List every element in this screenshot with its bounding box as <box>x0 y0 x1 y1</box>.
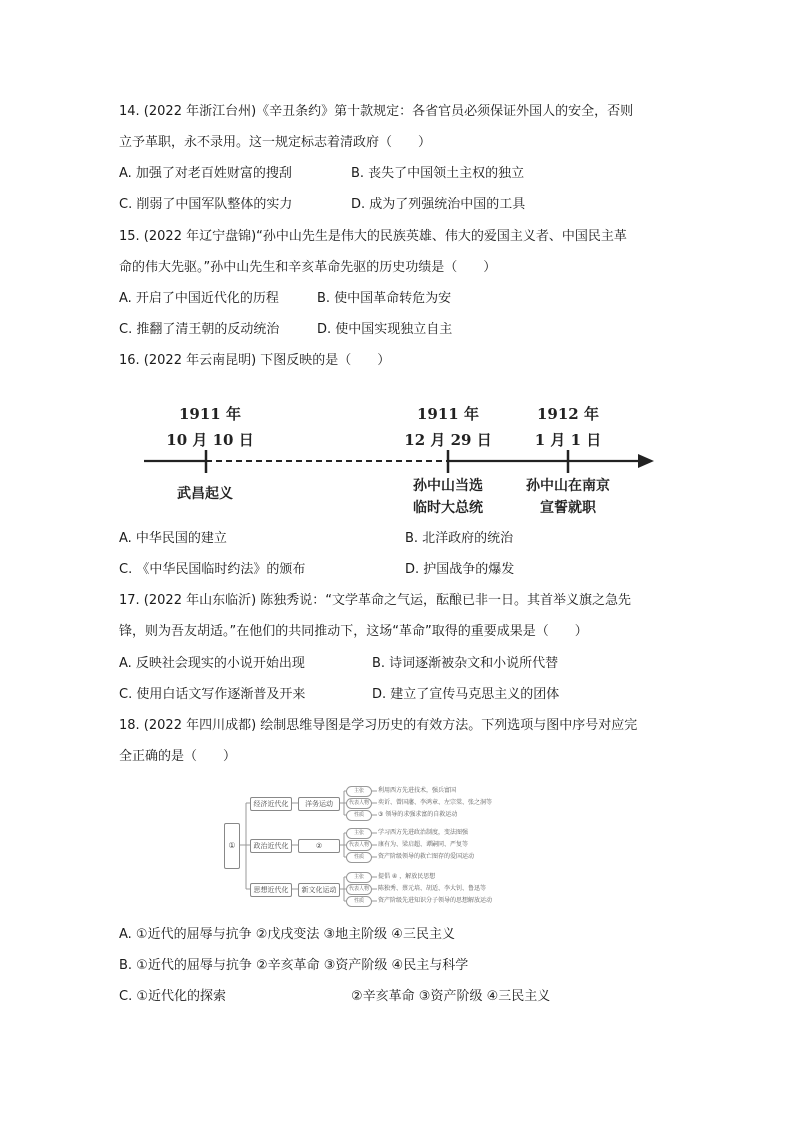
mindmap-tag-people-1: 代表人物 <box>346 798 372 809</box>
q18-stem-line1: 18. (2022 年四川成都) 绘制思维导图是学习历史的有效方法。下列选项与图中序号对应完 <box>119 718 638 733</box>
q17-option-a: A. 反映社会现实的小说开始出现 <box>119 656 305 671</box>
q18-option-c-right: ②辛亥革命 ③资产阶级 ④三民主义 <box>351 989 551 1004</box>
mindmap-text-1-1: 利用西方先进技术，强兵富国 <box>378 787 457 794</box>
q16-option-d: D. 护国战争的爆发 <box>405 562 515 577</box>
mindmap-text-1-3: ③ 领导的求强求富的自救运动 <box>378 811 458 818</box>
mindmap-tag-nature-1: 性质 <box>346 810 372 821</box>
mindmap-text-3-1: 提倡 ④ ，解放民思想 <box>378 873 436 880</box>
mindmap-tag-people-2: 代表人物 <box>346 840 372 851</box>
q15-option-b: B. 使中国革命转危为安 <box>317 291 452 306</box>
mindmap-text-2-2: 康有为、梁启超、谭嗣同、严复等 <box>378 841 469 848</box>
mindmap-sub-westernization: 洋务运动 <box>298 797 340 811</box>
q18-stem-line2: 全正确的是（ ） <box>119 749 237 764</box>
mindmap-tag-main-3: 主张 <box>346 872 372 883</box>
q14-option-a: A. 加强了对老百姓财富的搜刮 <box>119 166 292 181</box>
mindmap-root: ① <box>224 823 240 869</box>
q16-option-b: B. 北洋政府的统治 <box>405 531 514 546</box>
event1-label: 武昌起义 <box>177 486 233 502</box>
mindmap-sub-blank-2: ② <box>298 839 340 853</box>
q17-option-d: D. 建立了宣传马克思主义的团体 <box>372 687 560 702</box>
mindmap-tag-nature-2: 性质 <box>346 852 372 863</box>
event3-label-line1: 孙中山在南京 <box>526 478 610 494</box>
mindmap-text-1-2: 奕䜣、曾国藩、李鸿章、左宗棠、张之洞等 <box>378 799 493 806</box>
q14-option-c: C. 削弱了中国军队整体的实力 <box>119 197 293 212</box>
event3-label-line2: 宣誓就职 <box>540 500 596 516</box>
q15-option-a: A. 开启了中国近代化的历程 <box>119 291 279 306</box>
mindmap-text-3-2: 陈独秀、蔡元培、胡适、李大钊、鲁迅等 <box>378 885 487 892</box>
q16-option-a: A. 中华民国的建立 <box>119 531 227 546</box>
mindmap-branch-political: 政治近代化 <box>250 839 292 853</box>
q15-stem-line2: 命的伟大先驱。”孙中山先生和辛亥革命先驱的历史功绩是（ ） <box>119 260 497 275</box>
q18-option-a: A. ①近代的屈辱与抗争 ②戊戌变法 ③地主阶级 ④三民主义 <box>119 927 455 942</box>
q15-option-c: C. 推翻了清王朝的反动统治 <box>119 322 280 337</box>
q16-option-c: C. 《中华民国临时约法》的颁布 <box>119 562 306 577</box>
event2-label-line2: 临时大总统 <box>413 500 483 516</box>
q16-stem: 16. (2022 年云南昆明) 下图反映的是（ ） <box>119 353 391 368</box>
q17-stem-line2: 锋，则为吾友胡适。”在他们的共同推动下，这场“革命”取得的重要成果是（ ） <box>119 624 588 639</box>
event2-year: 1911 年 <box>417 405 479 423</box>
event1-date: 10 月 10 日 <box>166 431 254 449</box>
q17-option-b: B. 诗词逐渐被杂文和小说所代替 <box>372 656 559 671</box>
q14-stem-line1: 14. (2022 年浙江台州)《辛丑条约》第十款规定：各省官员必须保证外国人的安全，否则 <box>119 104 634 119</box>
event3-date: 1 月 1 日 <box>534 431 602 449</box>
q15-stem-line1: 15. (2022 年辽宁盘锦)“孙中山先生是伟大的民族英雄、伟大的爱国主义者、中国民主革 <box>119 229 627 244</box>
mindmap-text-2-3: 资产阶级领导的救亡图存的爱国运动 <box>378 853 475 860</box>
event3-year: 1912 年 <box>537 405 599 423</box>
mindmap-tag-nature-3: 性质 <box>346 896 372 907</box>
event2-date: 12 月 29 日 <box>404 431 492 449</box>
q14-option-b: B. 丧失了中国领土主权的独立 <box>351 166 525 181</box>
mindmap-sub-new-culture: 新文化运动 <box>298 883 340 897</box>
q18-option-b: B. ①近代的屈辱与抗争 ②辛亥革命 ③资产阶级 ④民主与科学 <box>119 958 469 973</box>
mindmap-text-3-3: 资产阶级先进知识分子领导的思想解放运动 <box>378 897 493 904</box>
mindmap-text-2-1: 学习西方先进政治制度，变法图强 <box>378 829 469 836</box>
q14-option-d: D. 成为了列强统治中国的工具 <box>351 197 526 212</box>
event1-year: 1911 年 <box>179 405 241 423</box>
q14-stem-line2: 立予革职，永不录用。这一规定标志着清政府（ ） <box>119 135 432 150</box>
q18-option-c-left: C. ①近代化的探索 <box>119 989 226 1004</box>
mindmap-tag-main-2: 主张 <box>346 828 372 839</box>
mindmap-tag-people-3: 代表人物 <box>346 884 372 895</box>
q15-option-d: D. 使中国实现独立自主 <box>317 322 453 337</box>
mindmap-branch-economic: 经济近代化 <box>250 797 292 811</box>
event2-label-line1: 孙中山当选 <box>413 478 483 494</box>
q17-stem-line1: 17. (2022 年山东临沂) 陈独秀说：“文学革命之气运，酝酿已非一日。其首举义旗之急先 <box>119 593 632 608</box>
mindmap-branch-ideological: 思想近代化 <box>250 883 292 897</box>
q17-option-c: C. 使用白话文写作逐渐普及开来 <box>119 687 306 702</box>
mindmap-tag-main-1: 主张 <box>346 786 372 797</box>
